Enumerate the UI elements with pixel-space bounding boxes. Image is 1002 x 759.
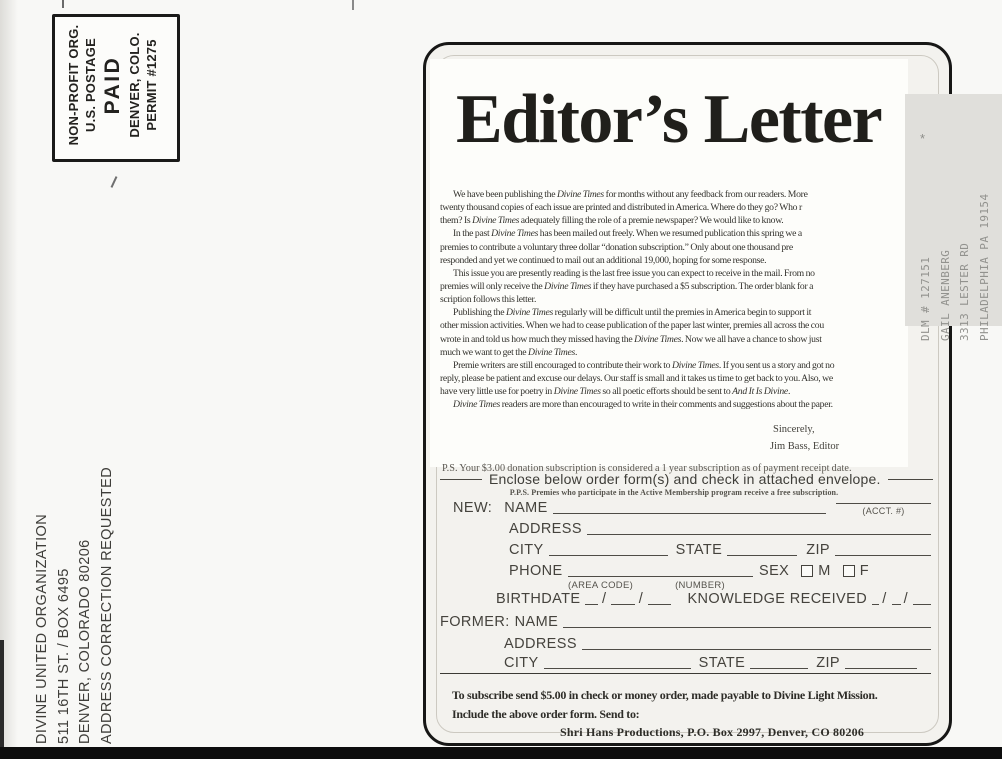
checkbox-male [801, 565, 813, 577]
scan-mark [352, 0, 354, 10]
scan-edge [0, 747, 1002, 759]
return-address [32, 432, 120, 746]
letter-line: In the past Divine Times has been mailed out freely. When we resumed publication this spring we a [453, 228, 802, 240]
phone-ruled-line [568, 576, 753, 577]
address-label: ADDRESS [504, 636, 577, 652]
name-label: NAME [514, 614, 559, 630]
letter-pps: P.P.S. Premies who participate in the Active Membership program receive a free subscription. [509, 488, 839, 498]
ruled-line [892, 604, 901, 605]
return-address-line: DENVER, COLORADO 80206 [77, 539, 93, 744]
state-ruled-line [727, 555, 797, 556]
letter-line: premies will only receive the Divine Times if they have purchased a $5 subscription. The order blank for a [440, 280, 814, 292]
letter-ps: P.S. Your $3.00 donation subscription is considered a 1 year subscription as of payment receipt date. [442, 463, 852, 475]
ruled-line [913, 604, 931, 605]
slash: / [903, 591, 909, 607]
letter-line: twenty thousand copies of each issue are printed and distributed in America. Where do they go? Who r [440, 202, 802, 214]
form-row-birthdate [440, 590, 931, 607]
letter-body [440, 188, 908, 411]
enclose-text: Enclose below order form(s) and check in attached envelope. [489, 471, 881, 487]
name-ruled-line [553, 513, 826, 514]
ruled-line [585, 604, 598, 605]
return-address-line: DIVINE UNITED ORGANIZATION [34, 513, 50, 744]
postage-permit-stamp [52, 14, 180, 162]
newsletter-page [423, 42, 952, 746]
area-code-caption: (AREA CODE) [568, 580, 634, 591]
former-label: FORMER: [440, 614, 510, 630]
form-row-former-name [440, 613, 931, 630]
letter-line: premies to contribute a voluntary three dollar “donation subscription.” Only about one thousand pre [440, 241, 793, 253]
letter-line: responded and yet we continued to mail out an additional 19,000, hoping for some response. [440, 254, 767, 266]
letter-line: reply, please be patient and excuse our delays. Our staff is small and it takes us time to get back to you. Also, we [440, 372, 833, 384]
return-address-line: 511 16TH ST. / BOX 6495 [55, 568, 72, 744]
acct-field [836, 503, 931, 516]
ruled-line [648, 604, 671, 605]
mailing-label [916, 183, 996, 343]
letter-line: Premie writers are still encouraged to contribute their work to Divine Times. If you sent us a story and got no [453, 359, 835, 371]
stamp-line: DENVER, COLO. [127, 32, 142, 138]
birthdate-label: BIRTHDATE [496, 591, 581, 607]
letter-sincerely: Sincerely, [773, 424, 815, 436]
pen-mark [111, 176, 118, 188]
zip-ruled-line [835, 555, 931, 556]
stamp-line: NON-PROFIT ORG. [66, 24, 81, 146]
letter-line: them? Is Divine Times adequately filling the role of a premie newspaper? We would like to know. [440, 215, 784, 227]
rule-segment [888, 479, 933, 480]
phone-label: PHONE [509, 563, 563, 579]
letter-line: Divine Times readers are more than encouraged to write in their comments and suggestions about the paper. [453, 399, 833, 411]
subscribe-line2: Include the above order form. Send to: [452, 706, 640, 721]
form-row-new-city [440, 541, 931, 558]
subscribe-instructions [440, 686, 933, 742]
subscribe-line1: To subscribe send $5.00 in check or money order, made payable to Divine Light Mission. [452, 688, 878, 702]
form-row-new-address [440, 520, 931, 537]
zip-label: ZIP [816, 655, 840, 671]
subscribe-address: Shri Hans Productions, P.O. Box 2997, Denver, CO 80206 [560, 725, 865, 739]
letter-signature: Jim Bass, Editor [770, 441, 840, 453]
name-ruled-line [563, 627, 931, 628]
slash: / [638, 591, 644, 607]
stamp-paid: PAID [101, 55, 124, 115]
form-row-phone [440, 562, 931, 579]
zip-label: ZIP [806, 542, 830, 558]
zip-ruled-line [845, 668, 917, 669]
letter-line: have very little use for poetry in Divine Times so all poetic efforts should be sent to And It Is Divine. [440, 386, 791, 398]
address-ruled-line [587, 534, 931, 535]
name-label: NAME [504, 500, 548, 516]
letter-line: wrote in and told us how much they missed having the Divine Times. Now we all have a chance to show just [440, 333, 822, 345]
city-ruled-line [549, 555, 668, 556]
label-asterisk: * [920, 131, 926, 146]
address-ruled-line [582, 649, 931, 650]
scan-edge [0, 640, 4, 750]
ruled-line [611, 604, 634, 605]
state-label: STATE [698, 655, 746, 671]
number-caption: (NUMBER) [675, 580, 725, 591]
mailing-label-line: 3313 LESTER RD [958, 242, 971, 341]
sex-label: SEX [759, 563, 790, 579]
state-label: STATE [675, 542, 723, 558]
divider [440, 673, 931, 674]
rule-segment [440, 479, 482, 480]
page-title: Editor’s Letter [456, 81, 882, 158]
state-ruled-line [750, 668, 808, 669]
slash: / [601, 591, 607, 607]
letter-line: Publishing the Divine Times regularly will be difficult until the premies in America begin to support it [453, 307, 812, 319]
female-label: F [859, 563, 869, 579]
acct-caption: (ACCT. #) [862, 506, 905, 516]
city-ruled-line [544, 668, 691, 669]
return-address-line: ADDRESS CORRECTION REQUESTED [98, 466, 115, 744]
mailing-label-line: GAIL ANENBERG [938, 249, 952, 341]
knowledge-received-label: KNOWLEDGE RECEIVED [687, 591, 868, 607]
city-label: CITY [509, 542, 544, 558]
slash: / [882, 591, 887, 607]
acct-ruled-line [836, 503, 931, 504]
letter-line: much we want to get the Divine Times. [440, 346, 578, 358]
letter-line: This issue you are presently reading is the last free issue you can expect to receive in the mail. From no [453, 267, 815, 279]
mailing-label-line: PHILADELPHIA PA 19154 [977, 193, 991, 341]
form-row-new-name [440, 499, 931, 516]
letter-line: We have been publishing the Divine Times for months without any feedback from our readers. More [453, 189, 808, 200]
male-label: M [818, 563, 831, 579]
form-row-former-city [440, 654, 931, 671]
stamp-line: U.S. POSTAGE [82, 38, 98, 132]
checkbox-female [843, 565, 855, 577]
mailing-label-line: DLM # 127151 [919, 256, 932, 341]
letter-line: other mission activities. When we had to cease publication of the paper last winter, premies all across the cou [440, 320, 824, 332]
address-label: ADDRESS [509, 521, 582, 537]
ruled-line [872, 604, 879, 605]
scan-mark [62, 0, 64, 8]
city-label: CITY [504, 655, 539, 671]
stamp-line: PERMIT #1275 [143, 39, 159, 131]
letter-line: scription follows this letter. [440, 294, 537, 306]
new-label: NEW: [453, 500, 493, 516]
form-row-former-address [440, 635, 931, 652]
